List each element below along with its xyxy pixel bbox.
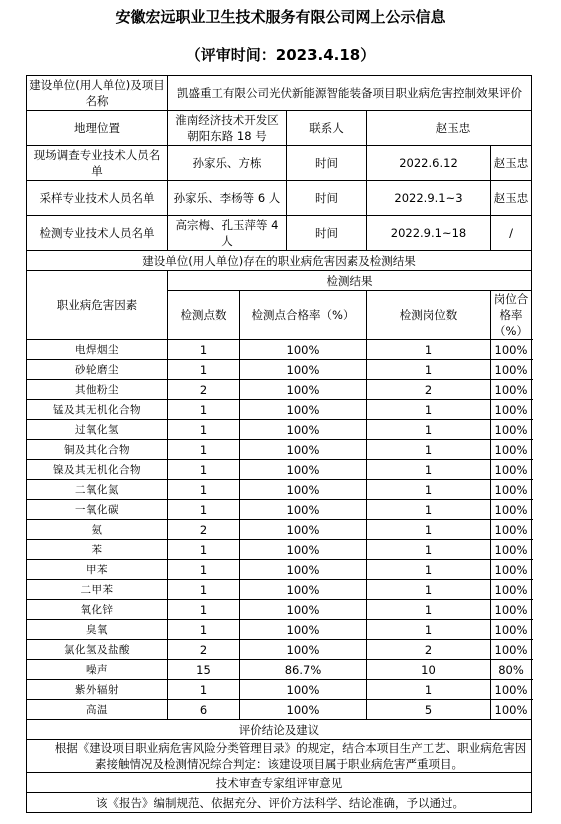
factor-cell: 氧化锌 xyxy=(27,600,168,620)
post-rate-cell: 100% xyxy=(491,540,532,560)
posts-cell: 1 xyxy=(367,580,491,600)
post-rate-cell: 100% xyxy=(491,600,532,620)
factor-cell: 铜及其化合物 xyxy=(27,440,168,460)
factor-cell: 氨 xyxy=(27,520,168,540)
survey-label: 现场调查专业技术人员名单 xyxy=(27,146,168,181)
sampling-staff: 孙家乐、李杨等 6 人 xyxy=(168,181,287,216)
table-row xyxy=(27,560,532,580)
survey-accompany: 赵玉忠 xyxy=(491,146,532,181)
survey-time-label: 时间 xyxy=(287,146,367,181)
post-rate-cell: 100% xyxy=(491,520,532,540)
location-row xyxy=(27,111,532,146)
factor-cell: 氯化氢及盐酸 xyxy=(27,640,168,660)
point-rate-cell: 100% xyxy=(240,360,367,380)
posts-cell: 1 xyxy=(367,440,491,460)
testing-time-label: 时间 xyxy=(287,216,367,251)
table-row xyxy=(27,400,532,420)
posts-cell: 1 xyxy=(367,620,491,640)
points-cell: 1 xyxy=(168,480,240,500)
page-title: 安徽宏远职业卫生技术服务有限公司网上公示信息 xyxy=(115,8,446,26)
review-text: 该《报告》编制规范、依据充分、评价方法科学、结论准确，予以通过。 xyxy=(27,793,532,813)
conclusion-text-row xyxy=(27,740,532,773)
post-rate-cell: 100% xyxy=(491,400,532,420)
point-rate-cell: 100% xyxy=(240,400,367,420)
table-row xyxy=(27,580,532,600)
testing-row xyxy=(27,216,532,251)
table-row xyxy=(27,340,532,360)
post-rate-cell: 100% xyxy=(491,340,532,360)
posts-cell: 1 xyxy=(367,500,491,520)
factor-cell: 苯 xyxy=(27,540,168,560)
point-rate-cell: 86.7% xyxy=(240,660,367,680)
points-cell: 6 xyxy=(168,700,240,720)
points-cell: 1 xyxy=(168,420,240,440)
point-rate-cell: 100% xyxy=(240,420,367,440)
points-cell: 1 xyxy=(168,680,240,700)
posts-cell: 1 xyxy=(367,360,491,380)
sampling-time-label: 时间 xyxy=(287,181,367,216)
survey-time: 2022.6.12 xyxy=(367,146,491,181)
factor-cell: 锰及其无机化合物 xyxy=(27,400,168,420)
col-posts-header: 检测岗位数 xyxy=(367,291,491,340)
unit-label: 建设单位(用人单位)及项目名称 xyxy=(27,76,168,111)
post-rate-cell: 100% xyxy=(491,500,532,520)
points-cell: 1 xyxy=(168,440,240,460)
posts-cell: 1 xyxy=(367,600,491,620)
table-row xyxy=(27,700,532,720)
point-rate-cell: 100% xyxy=(240,340,367,360)
points-cell: 15 xyxy=(168,660,240,680)
testing-label: 检测专业技术人员名单 xyxy=(27,216,168,251)
points-cell: 1 xyxy=(168,580,240,600)
posts-cell: 10 xyxy=(367,660,491,680)
table-row xyxy=(27,660,532,680)
point-rate-cell: 100% xyxy=(240,580,367,600)
disclosure-table xyxy=(26,75,532,813)
points-cell: 1 xyxy=(168,340,240,360)
posts-cell: 1 xyxy=(367,520,491,540)
location-value: 淮南经济技术开发区朝阳东路 18 号 xyxy=(168,111,287,146)
point-rate-cell: 100% xyxy=(240,540,367,560)
posts-cell: 1 xyxy=(367,540,491,560)
posts-cell: 1 xyxy=(367,460,491,480)
table-row xyxy=(27,380,532,400)
post-rate-cell: 100% xyxy=(491,360,532,380)
unit-value: 凯盛重工有限公司光伏新能源智能装备项目职业病危害控制效果评价 xyxy=(168,76,532,111)
points-cell: 1 xyxy=(168,460,240,480)
results-group-row xyxy=(27,271,532,291)
points-cell: 1 xyxy=(168,540,240,560)
review-title: 技术审查专家组评审意见 xyxy=(27,773,532,793)
factor-cell: 电焊烟尘 xyxy=(27,340,168,360)
point-rate-cell: 100% xyxy=(240,380,367,400)
table-row xyxy=(27,460,532,480)
unit-row xyxy=(27,76,532,111)
review-text-row xyxy=(27,793,532,813)
point-rate-cell: 100% xyxy=(240,440,367,460)
posts-cell: 2 xyxy=(367,380,491,400)
factor-cell: 噪声 xyxy=(27,660,168,680)
review-title-row xyxy=(27,773,532,793)
factor-cell: 臭氧 xyxy=(27,620,168,640)
post-rate-cell: 100% xyxy=(491,460,532,480)
sampling-time: 2022.9.1~3 xyxy=(367,181,491,216)
factor-cell: 高温 xyxy=(27,700,168,720)
point-rate-cell: 100% xyxy=(240,520,367,540)
results-section-row xyxy=(27,251,532,271)
point-rate-cell: 100% xyxy=(240,460,367,480)
table-row xyxy=(27,620,532,640)
review-date: （评审时间：2023.4.18） xyxy=(185,46,376,64)
factor-header: 职业病危害因素 xyxy=(27,271,168,340)
points-cell: 2 xyxy=(168,520,240,540)
posts-cell: 2 xyxy=(367,640,491,660)
factor-cell: 砂轮磨尘 xyxy=(27,360,168,380)
factor-cell: 镍及其无机化合物 xyxy=(27,460,168,480)
col-point-rate-header: 检测点合格率（%） xyxy=(240,291,367,340)
points-cell: 1 xyxy=(168,360,240,380)
post-rate-cell: 100% xyxy=(491,640,532,660)
posts-cell: 1 xyxy=(367,340,491,360)
posts-cell: 1 xyxy=(367,420,491,440)
survey-row xyxy=(27,146,532,181)
post-rate-cell: 100% xyxy=(491,560,532,580)
conclusion-text: 根据《建设项目职业病危害风险分类管理目录》的规定，结合本项目生产工艺、职业病危害因素接触情况及检测情况综合判定：该建设项目属于职业病危害严重项目。 xyxy=(27,740,532,773)
posts-cell: 1 xyxy=(367,560,491,580)
factor-cell: 其他粉尘 xyxy=(27,380,168,400)
post-rate-cell: 80% xyxy=(491,660,532,680)
testing-time: 2022.9.1~18 xyxy=(367,216,491,251)
location-label: 地理位置 xyxy=(27,111,168,146)
point-rate-cell: 100% xyxy=(240,620,367,640)
points-cell: 1 xyxy=(168,560,240,580)
post-rate-cell: 100% xyxy=(491,420,532,440)
posts-cell: 1 xyxy=(367,680,491,700)
sampling-label: 采样专业技术人员名单 xyxy=(27,181,168,216)
posts-cell: 5 xyxy=(367,700,491,720)
conclusion-title-row xyxy=(27,720,532,740)
table-row xyxy=(27,440,532,460)
table-row xyxy=(27,540,532,560)
table-row xyxy=(27,520,532,540)
conclusion-title: 评价结论及建议 xyxy=(27,720,532,740)
point-rate-cell: 100% xyxy=(240,640,367,660)
points-cell: 2 xyxy=(168,640,240,660)
factor-cell: 二甲苯 xyxy=(27,580,168,600)
testing-accompany: / xyxy=(491,216,532,251)
post-rate-cell: 100% xyxy=(491,440,532,460)
point-rate-cell: 100% xyxy=(240,500,367,520)
post-rate-cell: 100% xyxy=(491,700,532,720)
points-cell: 1 xyxy=(168,400,240,420)
points-cell: 1 xyxy=(168,600,240,620)
factor-cell: 甲苯 xyxy=(27,560,168,580)
results-group-header: 检测结果 xyxy=(168,271,532,291)
table-row xyxy=(27,420,532,440)
col-post-rate-header: 岗位合格率（%） xyxy=(491,291,532,340)
post-rate-cell: 100% xyxy=(491,480,532,500)
survey-staff: 孙家乐、方栋 xyxy=(168,146,287,181)
contact-value: 赵玉忠 xyxy=(367,111,532,146)
sampling-accompany: 赵玉忠 xyxy=(491,181,532,216)
table-row xyxy=(27,600,532,620)
post-rate-cell: 100% xyxy=(491,580,532,600)
table-row xyxy=(27,360,532,380)
points-cell: 2 xyxy=(168,380,240,400)
points-cell: 1 xyxy=(168,500,240,520)
point-rate-cell: 100% xyxy=(240,700,367,720)
testing-staff: 高宗梅、孔玉萍等 4 人 xyxy=(168,216,287,251)
point-rate-cell: 100% xyxy=(240,680,367,700)
posts-cell: 1 xyxy=(367,400,491,420)
post-rate-cell: 100% xyxy=(491,380,532,400)
point-rate-cell: 100% xyxy=(240,600,367,620)
point-rate-cell: 100% xyxy=(240,480,367,500)
factor-cell: 二氧化氮 xyxy=(27,480,168,500)
table-row xyxy=(27,640,532,660)
results-section-title: 建设单位(用人单位)存在的职业病危害因素及检测结果 xyxy=(27,251,532,271)
table-row xyxy=(27,500,532,520)
post-rate-cell: 100% xyxy=(491,680,532,700)
post-rate-cell: 100% xyxy=(491,620,532,640)
contact-label: 联系人 xyxy=(287,111,367,146)
factor-cell: 紫外辐射 xyxy=(27,680,168,700)
col-points-header: 检测点数 xyxy=(168,291,240,340)
sampling-row xyxy=(27,181,532,216)
point-rate-cell: 100% xyxy=(240,560,367,580)
table-row xyxy=(27,680,532,700)
posts-cell: 1 xyxy=(367,480,491,500)
factor-cell: 过氧化氢 xyxy=(27,420,168,440)
factor-cell: 一氧化碳 xyxy=(27,500,168,520)
table-row xyxy=(27,480,532,500)
points-cell: 1 xyxy=(168,620,240,640)
